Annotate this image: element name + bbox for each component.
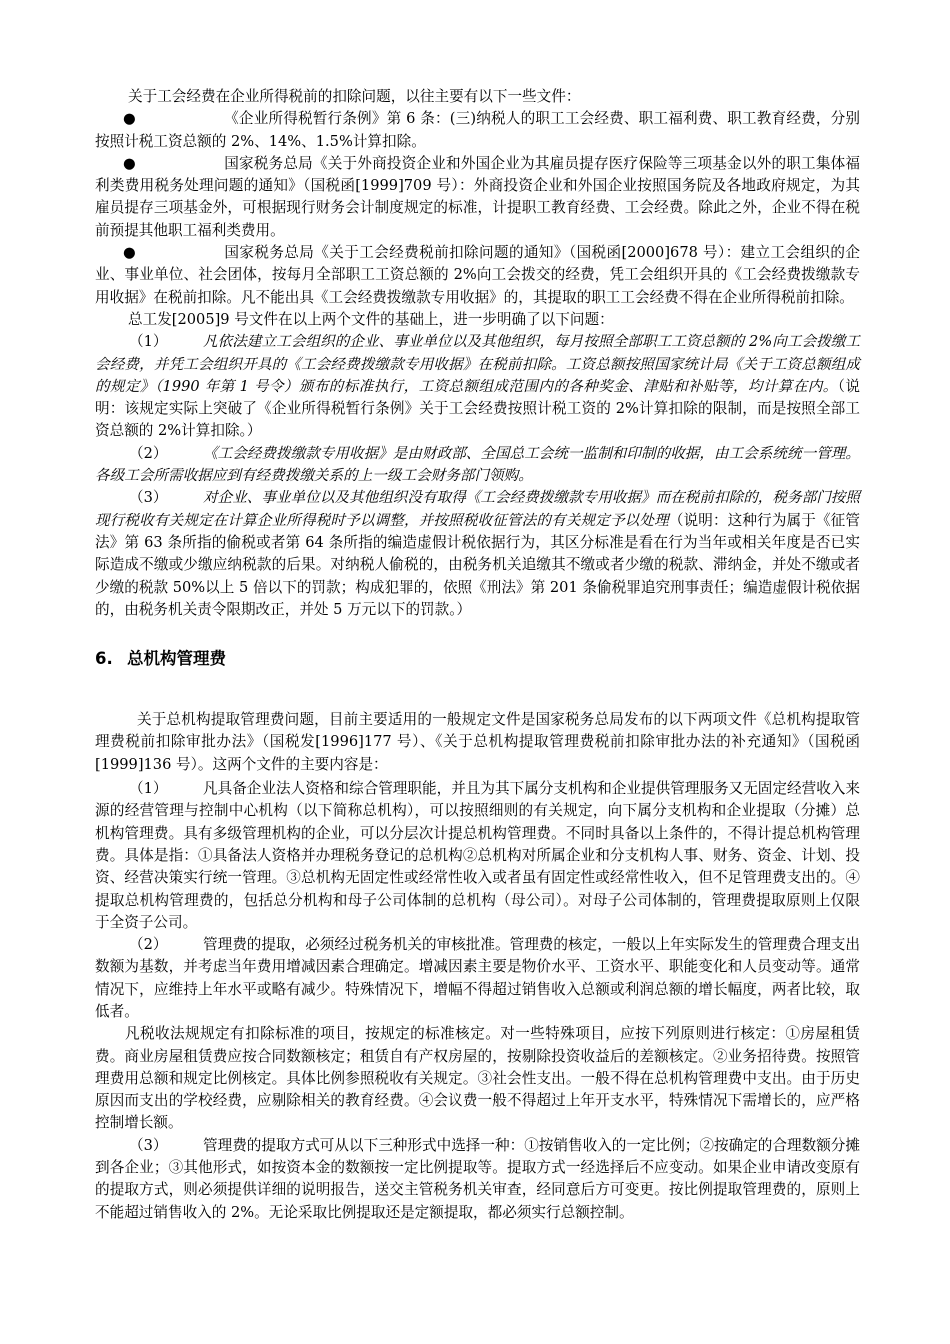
intro-paragraph: 关于工会经费在企业所得税前的扣除问题，以往主要有以下一些文件： bbox=[128, 88, 581, 105]
item-text: 凡具备企业法人资格和综合管理职能，并且为其下属分支机构和企业提供管理服务又无固定经营收入来源的经营管理与控制中心机构（以下简称总机构），可以按照细则的有关规定，向下属分支机构和企业提取（分摊）总机构管理费。具有多级管理机构的企业，可以分层次计提总机构管理费。不同时具备以上条件的，不得计提总机构管理费。具体是指：①具备法人资格并办理税务登记的总机构②总机构对所属企业和分支机构人事、财务、资金、计划、投资、经营决策实行统一管理。③总机构无固定性或经常性收入或者虽有固定性或经常性收入，但不足管理费支出的。④提取总机构管理费的，包括总分机构和母子公司体制的总机构（母公司）。对母子公司体制的，管理费提取原则上仅限于全资子公司。 bbox=[95, 780, 860, 931]
item-text: 管理费的提取，必须经过税务机关的审核批准。管理费的核定，一般以上年实际发生的管理费合理支出数额为基数，并考虑当年费用增减因素合理确定。增减因素主要是物价水平、工资水平、职能变化和人员变动等。通常情况下，应维持上年水平或略有减少。特殊情况下，增幅不得超过销售收入总额或利润总额的增长幅度，两者比较，取低者。 bbox=[95, 936, 860, 1020]
numbered-item bbox=[95, 443, 860, 488]
item-text-quoted: 对企业、事业单位以及其他组织没有取得《工会经费拨缴款专用收据》而在税前扣除的，税务部门按照现行税收有关规定在计算企业所得税时予以调整，并按照税收征管法的有关规定予以处理 bbox=[95, 489, 860, 529]
bullet-item bbox=[95, 108, 860, 153]
numbered-item bbox=[95, 331, 860, 442]
item-text-quoted: 《工会经费拨缴款专用收据》是由财政部、全国总工会统一监制和印制的收据，由工会系统统一管理。各级工会所需收据应到有经费拨缴关系的上一级工会财务部门领购。 bbox=[95, 444, 860, 485]
section-title: 总机构管理费 bbox=[127, 649, 226, 669]
bullet-text: 国家税务总局《关于工会经费税前扣除问题的通知》（国税函[2000]678 号）：建立工会组织的企业、事业单位、社会团体，按每月全部职工工资总额的 2%向工会拨交的经费，凭工会组织开具的《工会经费拨缴款专用收据》在税前扣除。凡不能出具《工会经费拨缴款专用收据》的，其提取的职工工会经费不得在企业所得税前扣除。 bbox=[95, 244, 860, 306]
item-number: （3） bbox=[129, 489, 168, 507]
section-number: 6. bbox=[95, 649, 113, 669]
numbered-item bbox=[95, 934, 860, 1023]
bullet-dot-icon: ● bbox=[123, 244, 136, 262]
item-text-quoted: 凡依法建立工会组织的企业、事业单位以及其他组织，每月按照全部职工工资总额的 2%向工会拨缴工会经费，并凭工会组织开具的《工会经费拨缴款专用收据》在税前扣除。工资总额按照国家统计局《关于工资总额组成的规定》（1990 年第 1 号令）颁布的标准执行，工资总额组成范围内的各种奖金、津贴和补贴等，均计算在内。 bbox=[95, 333, 860, 395]
item-number: （1） bbox=[129, 780, 168, 798]
numbered-item bbox=[95, 778, 860, 934]
item-number: （2） bbox=[129, 444, 168, 462]
item-number: （2） bbox=[129, 936, 168, 954]
summary-paragraph: 总工发[2005]9 号文件在以上两个文件的基础上，进一步明确了以下问题： bbox=[128, 310, 614, 328]
section-intro-paragraph: 关于总机构提取管理费问题，目前主要适用的一般规定文件是国家税务总局发布的以下两项文件《总机构提取管理费税前扣除审批办法》（国税发[1996]177 号）、《关于总机构提取管理费税前扣除审批办法的补充通知》（国税函[1999]136 号）。这两个文件的主要内容是： bbox=[95, 711, 860, 773]
bullet-item bbox=[95, 242, 860, 309]
section-heading bbox=[95, 647, 860, 671]
item-text: 管理费的提取方式可从以下三种形式中选择一种：①按销售收入的一定比例；②按确定的合理数额分摊到各企业；③其他形式，如按资本金的数额按一定比例提取等。提取方式一经选择后不应变动。如果企业申请改变原有的提取方式，则必须提供详细的说明报告，送交主管税务机关审查，经同意后方可变更。按比例提取管理费的，原则上不能超过销售收入的 2%。无论采取比例提取还是定额提取，都必须实行总额控制。 bbox=[95, 1136, 860, 1221]
numbered-item bbox=[95, 487, 860, 621]
item-note: （说明：该规定实际上突破了《企业所得税暂行条例》关于工会经费按照计税工资的 2%计算扣除的限制，而是按照全部工资总额的 2%计算扣除。） bbox=[95, 377, 860, 440]
numbered-item bbox=[95, 1135, 860, 1224]
bullet-dot-icon: ● bbox=[123, 110, 136, 128]
body-paragraph: 凡税收法规规定有扣除标准的项目，按规定的标准核定。对一些特殊项目，应按下列原则进行核定：①房屋租赁费。商业房屋租赁费应按合同数额核定；租赁自有产权房屋的，按剔除投资收益后的差额核定。②业务招待费。按照管理费用总额和规定比例核定。具体比例参照税收有关规定。③社会性支出。一般不得在总机构管理费中支出。由于历史原因而支出的学校经费，应剔除相关的教育经费。④会议费一般不得超过上年开支水平，特殊情况下需增长的，应严格控制增长额。 bbox=[95, 1025, 860, 1132]
item-number: （3） bbox=[129, 1136, 168, 1154]
bullet-dot-icon: ● bbox=[123, 154, 136, 172]
item-note: （说明：这种行为属于《征管法》第 63 条所指的偷税或者第 64 条所指的编造虚假计税依据行为，其区分标准是看在行为当年或相关年度是否已实际造成不缴或少缴应纳税款的后果。对纳税人偷税的，由税务机关追缴其不缴或者少缴的税款、滞纳金，并处不缴或者少缴的税款 50%以上 5 倍以下的罚款；构成犯罪的，依照《刑法》第 201 条偷税罪追究刑事责任；编造虚假计税依据的，由税务机关责令限期改正，并处 5 万元以下的罚款。） bbox=[95, 511, 860, 618]
bullet-text: 国家税务总局《关于外商投资企业和外国企业为其雇员提存医疗保险等三项基金以外的职工集体福利类费用税务处理问题的通知》（国税函[1999]709 号）：外商投资企业和外国企业按照国务院及各地政府规定，为其雇员提存三项基金外，可根据现行财务会计制度规定的标准，计提职工教育经费、工会经费。除此之外，企业不得在税前预提其他职工福利类费用。 bbox=[95, 154, 860, 239]
document-page bbox=[95, 86, 860, 1224]
bullet-text: 《企业所得税暂行条例》第 6 条：(三)纳税人的职工工会经费、职工福利费、职工教育经费，分别按照计税工资总额的 2%、14%、1.5%计算扣除。 bbox=[95, 110, 860, 150]
bullet-item bbox=[95, 153, 860, 242]
item-number: （1） bbox=[129, 333, 168, 351]
